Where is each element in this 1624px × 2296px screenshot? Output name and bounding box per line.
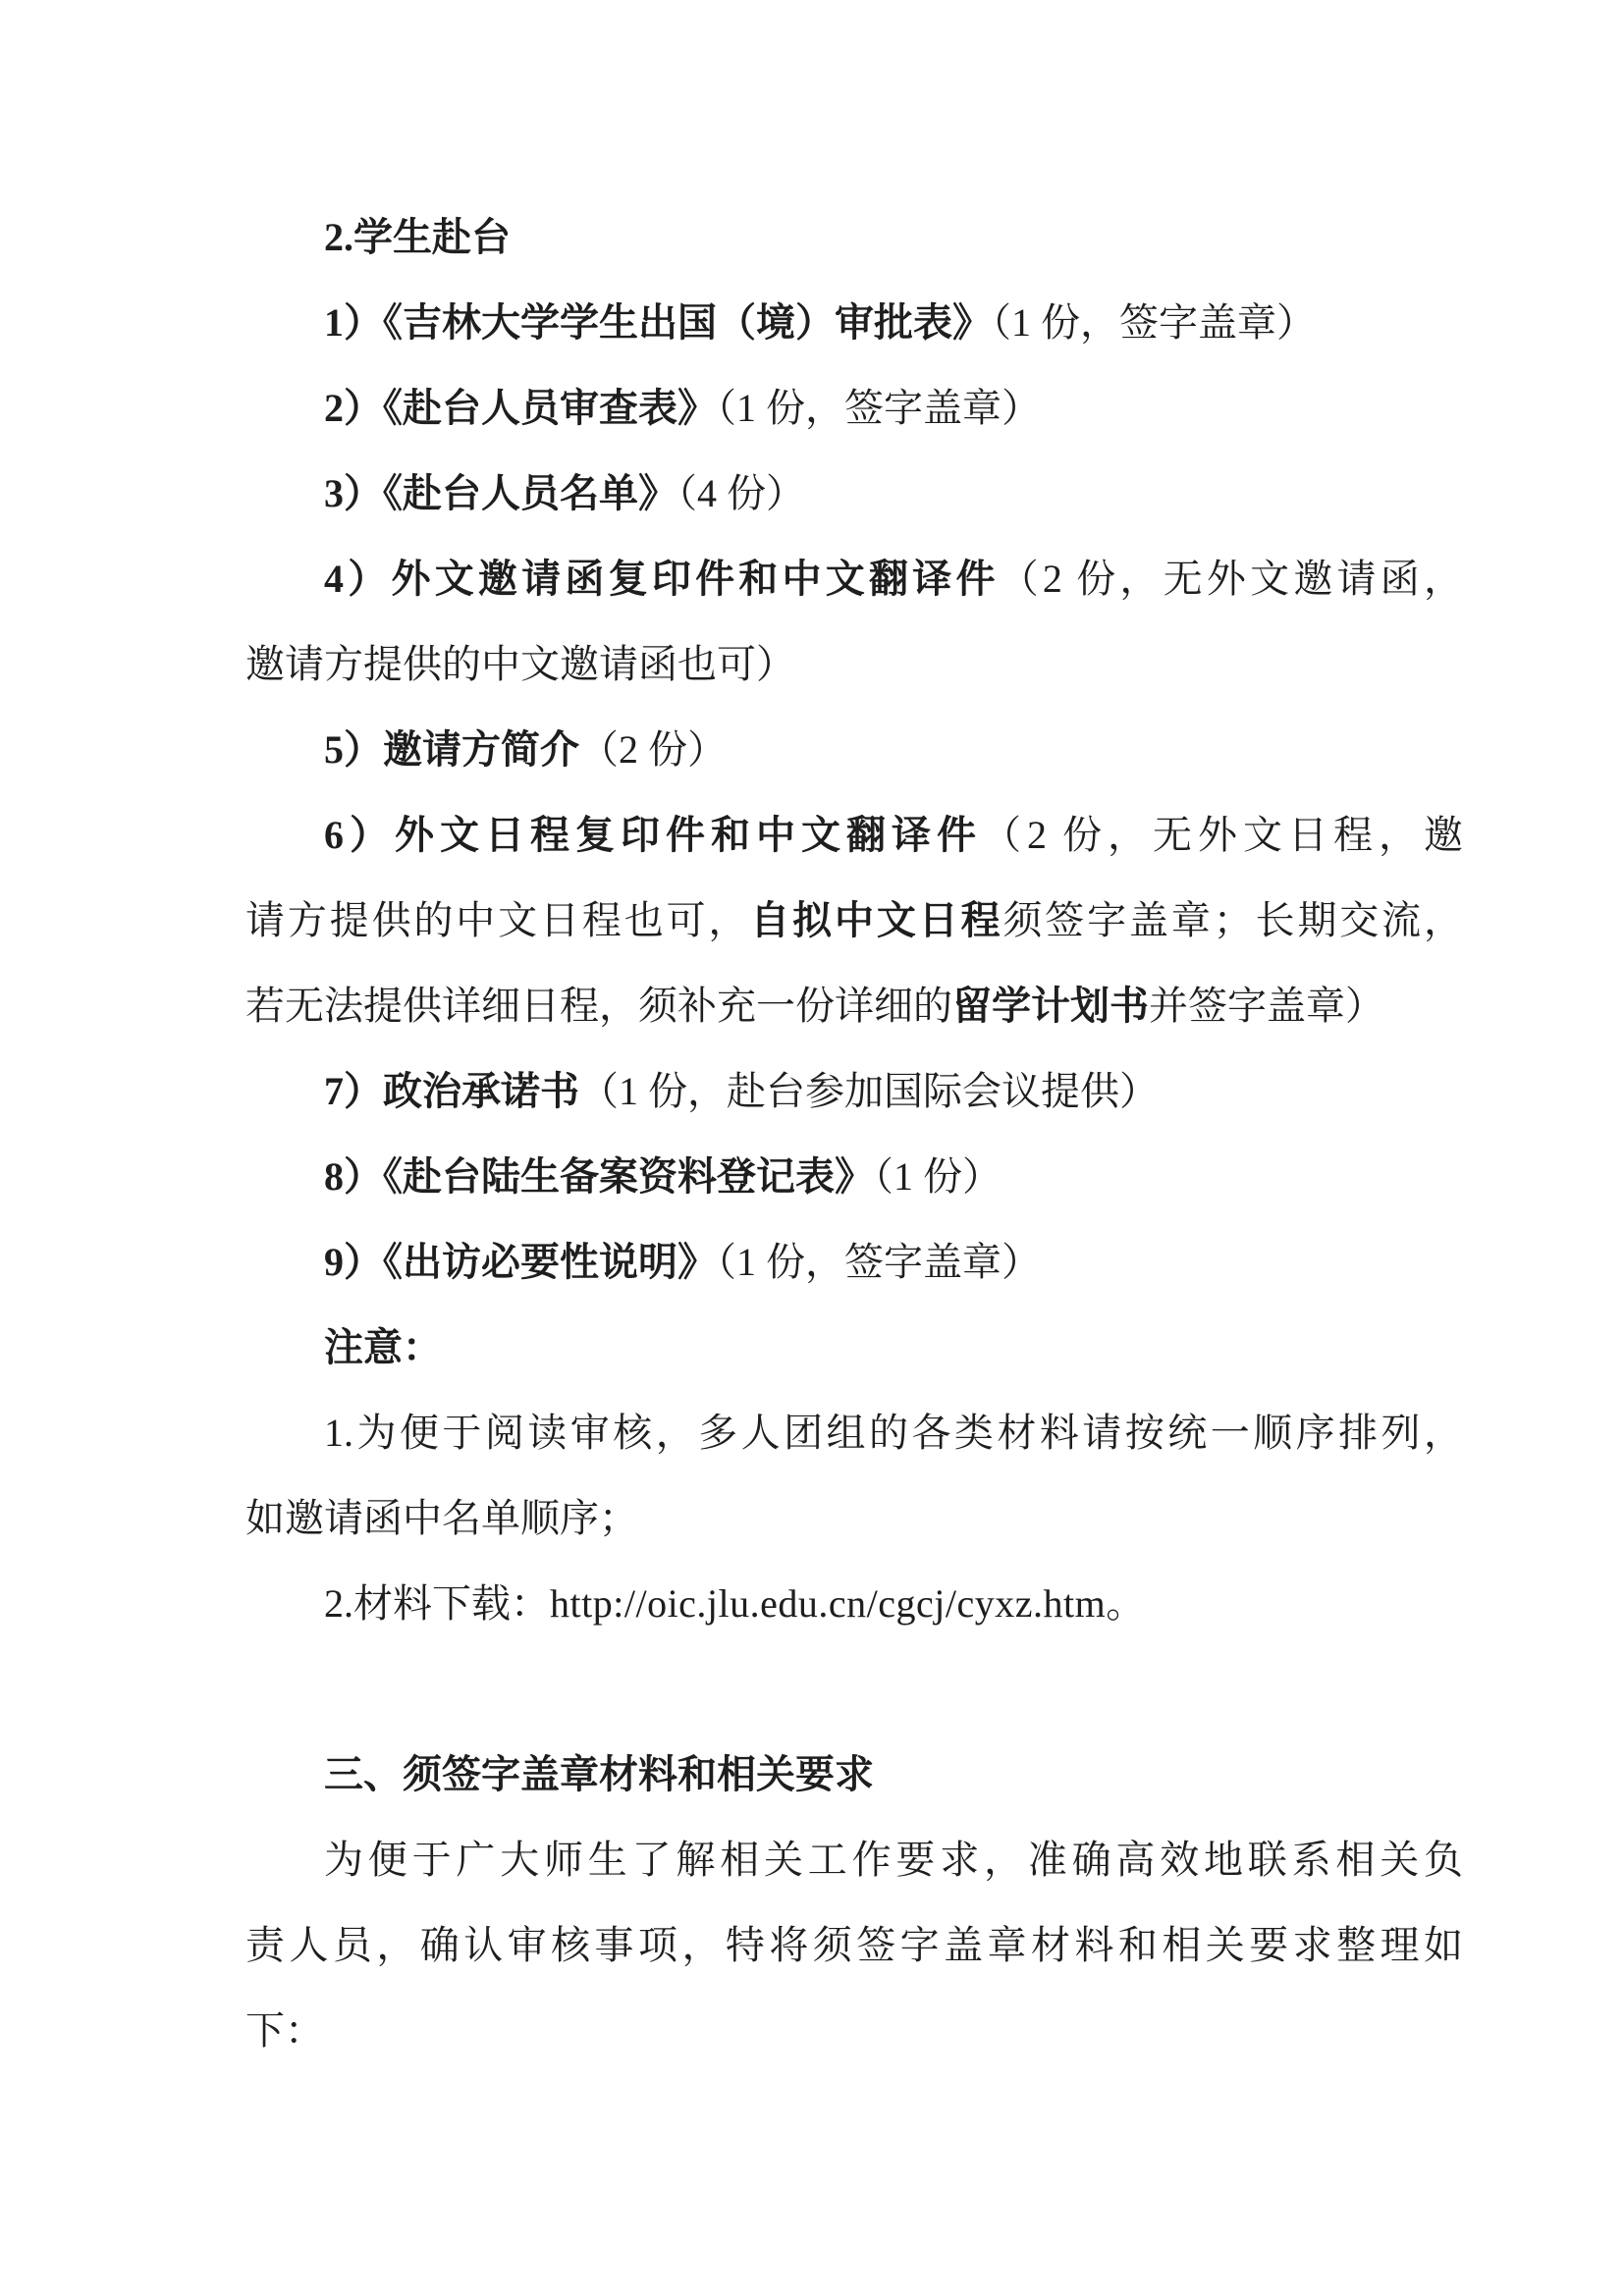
list-item-3-name-list <box>245 451 1463 536</box>
subsection-heading-student-taiwan <box>245 194 1463 280</box>
list-item-6-cont1-c: 须签字盖章；长期交流， <box>1002 898 1464 942</box>
list-item-8-title: 8）《赴台陆生备案资料登记表》 <box>324 1154 874 1199</box>
list-item-9-necessity-statement <box>245 1219 1463 1305</box>
note-heading <box>245 1305 1463 1390</box>
closing-paragraph-line-3 <box>245 1988 1463 2073</box>
list-item-6-title: 6）外文日程复印件和中文翻译件 <box>324 813 982 857</box>
subsection-heading-text: 2.学生赴台 <box>324 215 511 259</box>
list-item-9-detail: （1 份，签字盖章） <box>717 1240 1041 1284</box>
list-item-6-continuation-2 <box>245 963 1463 1048</box>
list-item-7-title: 7）政治承诺书 <box>324 1069 579 1113</box>
list-item-6-cont2-b: 留学计划书 <box>952 984 1149 1028</box>
document-body <box>245 194 1463 2073</box>
list-item-6-cont1-a: 请方提供的中文日程也可， <box>245 898 751 942</box>
list-item-4-invitation-letter <box>245 536 1463 621</box>
section-heading-three-text: 三、须签字盖章材料和相关要求 <box>324 1752 874 1796</box>
list-item-5-title: 5）邀请方简介 <box>324 727 579 772</box>
note-2-download <box>245 1561 1463 1646</box>
note-2-label: 2.材料下载： <box>324 1581 550 1626</box>
list-item-8-detail: （1 份） <box>874 1154 1001 1199</box>
list-item-4-continuation-text: 邀请方提供的中文邀请函也可） <box>245 642 795 686</box>
note-1-continuation-text: 如邀请函中名单顺序； <box>245 1496 638 1540</box>
closing-line-2-text: 责人员，确认审核事项，特将须签字盖章材料和相关要求整理如 <box>245 1923 1463 1967</box>
list-item-2-detail: （1 份，签字盖章） <box>717 386 1041 430</box>
list-item-5-inviter-profile <box>245 707 1463 792</box>
list-item-8-registration-form <box>245 1134 1463 1219</box>
list-item-1-detail: （1 份，签字盖章） <box>992 300 1316 345</box>
list-item-4-detail: （2 份，无外文邀请函， <box>999 557 1464 601</box>
list-item-2-title: 2）《赴台人员审查表》 <box>324 386 717 430</box>
closing-line-3-text: 下： <box>245 2008 324 2053</box>
closing-line-1-text: 为便于广大师生了解相关工作要求，准确高效地联系相关负 <box>324 1838 1463 1882</box>
list-item-2-review-form <box>245 365 1463 451</box>
list-item-3-detail: （4 份） <box>677 471 805 515</box>
list-item-5-detail: （2 份） <box>579 727 727 772</box>
list-item-4-continuation <box>245 621 1463 707</box>
note-heading-text: 注意： <box>324 1325 442 1369</box>
closing-paragraph-line-1 <box>245 1817 1463 1902</box>
list-item-6-detail: （2 份，无外文日程，邀 <box>982 813 1463 857</box>
list-item-6-cont2-a: 若无法提供详细日程，须补充一份详细的 <box>245 984 952 1028</box>
note-1-continuation <box>245 1475 1463 1561</box>
list-item-6-continuation-1 <box>245 878 1463 963</box>
list-item-7-political-pledge <box>245 1048 1463 1134</box>
note-1-text: 1.为便于阅读审核，多人团组的各类材料请按统一顺序排列， <box>324 1411 1463 1455</box>
list-item-1-title: 1）《吉林大学学生出国（境）审批表》 <box>324 300 992 345</box>
list-item-6-cont2-c: 并签字盖章） <box>1149 984 1384 1028</box>
material-download-url: http://oic.jlu.edu.cn/cgcj/cyxz.htm <box>550 1581 1107 1626</box>
closing-paragraph-line-2 <box>245 1902 1463 1988</box>
note-1 <box>245 1390 1463 1475</box>
list-item-1-approval-form <box>245 280 1463 365</box>
list-item-9-title: 9）《出访必要性说明》 <box>324 1240 717 1284</box>
list-item-6-cont1-b: 自拟中文日程 <box>750 898 1003 942</box>
section-heading-three <box>245 1732 1463 1817</box>
list-item-6-itinerary <box>245 792 1463 878</box>
list-item-4-title: 4）外文邀请函复印件和中文翻译件 <box>324 557 1000 601</box>
list-item-3-title: 3）《赴台人员名单》 <box>324 471 677 515</box>
note-2-period: 。 <box>1106 1581 1146 1626</box>
list-item-7-detail: （1 份，赴台参加国际会议提供） <box>579 1069 1159 1113</box>
